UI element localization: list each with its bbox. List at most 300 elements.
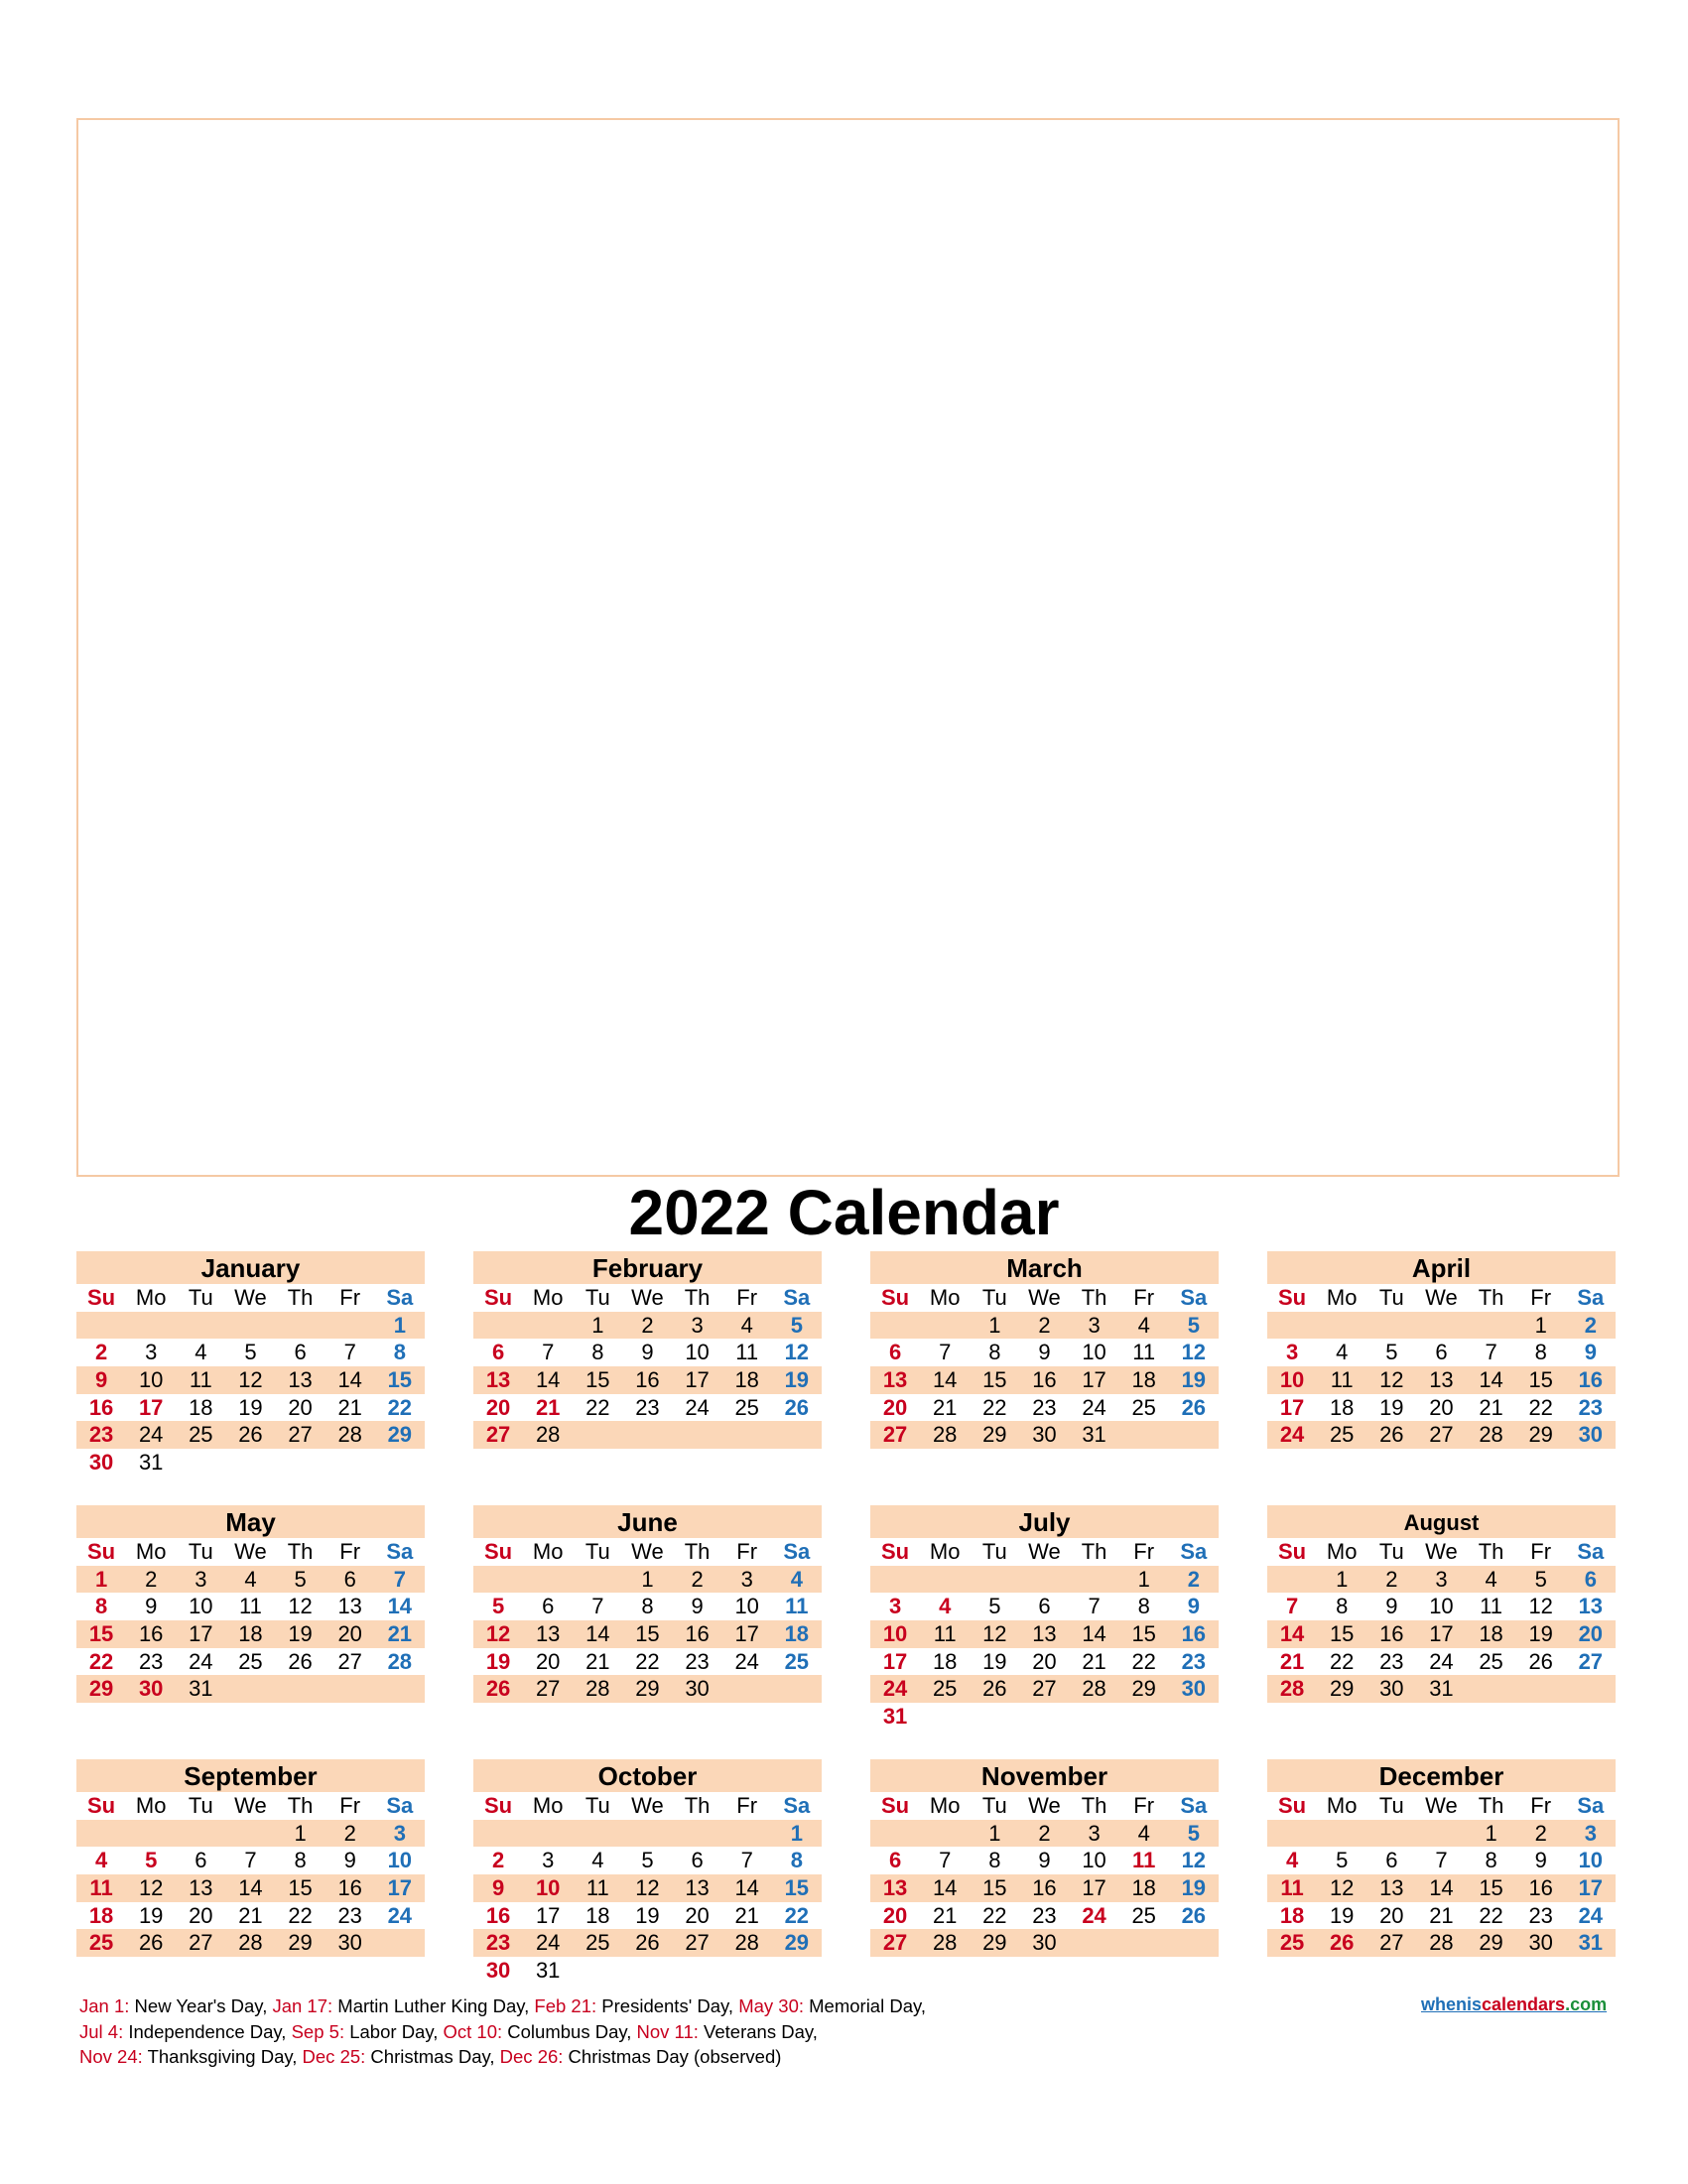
day-cell: 30 xyxy=(138,1676,164,1702)
day-cell xyxy=(1416,1820,1466,1848)
month-name: August xyxy=(1267,1505,1616,1538)
day-cell xyxy=(573,1820,622,1848)
weekday-label: Fr xyxy=(339,1285,361,1310)
weekday-label: Sa xyxy=(783,1793,811,1818)
day-cell: 11 xyxy=(1280,1875,1304,1901)
day-cell: 3 xyxy=(888,1594,902,1619)
day-cell: 4 xyxy=(94,1848,108,1873)
day-cell: 18 xyxy=(1329,1394,1355,1420)
day-cell xyxy=(1416,1312,1466,1340)
day-cell: 4 xyxy=(195,1340,207,1365)
weekday-label: Mo xyxy=(929,1285,961,1310)
day-cell: 21 xyxy=(1429,1902,1454,1928)
day-cell: 11 xyxy=(239,1594,262,1619)
day-cell xyxy=(772,1957,822,1985)
day-cell: 28 xyxy=(1429,1930,1454,1956)
day-cell: 11 xyxy=(1330,1367,1354,1393)
day-cell: 5 xyxy=(145,1848,158,1873)
day-cell xyxy=(870,1820,920,1848)
day-cell: 16 xyxy=(485,1902,511,1928)
day-cell: 24 xyxy=(734,1648,759,1674)
day-cell: 20 xyxy=(535,1648,561,1674)
day-cell: 9 xyxy=(491,1875,505,1901)
week-row xyxy=(76,1421,425,1449)
day-cell: 20 xyxy=(337,1621,362,1647)
day-cell xyxy=(176,1449,225,1477)
day-cell: 20 xyxy=(882,1394,908,1420)
day-cell: 11 xyxy=(1132,1340,1156,1365)
day-cell: 15 xyxy=(387,1367,413,1393)
day-cell: 24 xyxy=(1082,1902,1106,1928)
day-cell xyxy=(1070,1703,1119,1731)
day-cell: 1 xyxy=(1485,1820,1497,1846)
day-cell xyxy=(1267,1820,1317,1848)
week-row xyxy=(870,1847,1219,1874)
holiday-date: Oct 10: xyxy=(443,2020,503,2042)
day-cell: 22 xyxy=(88,1648,114,1674)
day-cell: 16 xyxy=(337,1875,362,1901)
day-cell: 8 xyxy=(988,1340,1001,1365)
holiday-name: Labor Day, xyxy=(344,2020,444,2042)
day-cell: 13 xyxy=(685,1875,710,1901)
week-row xyxy=(473,1566,822,1594)
holiday-line xyxy=(79,2019,1369,2045)
day-cell: 30 xyxy=(485,1958,511,1984)
day-cell xyxy=(1366,1820,1416,1848)
weekday-label: Th xyxy=(1478,1793,1504,1818)
day-cell: 4 xyxy=(591,1848,604,1873)
day-cell: 4 xyxy=(1485,1566,1497,1592)
weekday-label: Fr xyxy=(736,1539,758,1564)
day-cell xyxy=(772,1421,822,1449)
weekday-row xyxy=(473,1284,822,1312)
day-cell: 4 xyxy=(790,1566,803,1592)
holiday-date: Nov 11: xyxy=(636,2020,699,2042)
day-cell: 1 xyxy=(393,1312,406,1338)
week-row xyxy=(1267,1312,1616,1340)
day-cell: 13 xyxy=(535,1621,561,1647)
holiday-name: Columbus Day, xyxy=(502,2020,637,2042)
day-cell: 10 xyxy=(138,1367,164,1393)
day-cell: 12 xyxy=(1379,1367,1404,1393)
weekday-label: We xyxy=(1425,1793,1458,1818)
day-cell: 23 xyxy=(1181,1648,1207,1674)
day-cell: 10 xyxy=(734,1594,759,1619)
day-cell: 17 xyxy=(685,1367,710,1393)
weekday-row xyxy=(870,1538,1219,1566)
month-january xyxy=(76,1251,425,1477)
day-cell: 14 xyxy=(535,1367,561,1393)
day-cell xyxy=(176,1820,225,1848)
day-cell: 2 xyxy=(1584,1312,1597,1338)
page-title: 2022 Calendar xyxy=(628,1177,1060,1248)
week-row xyxy=(870,1874,1219,1902)
day-cell: 20 xyxy=(1379,1902,1404,1928)
weekday-label: Fr xyxy=(1530,1793,1552,1818)
day-cell: 27 xyxy=(485,1422,511,1448)
day-cell: 28 xyxy=(1479,1422,1503,1448)
day-cell xyxy=(225,1312,275,1340)
day-cell: 26 xyxy=(1181,1394,1207,1420)
weekday-label: Mo xyxy=(532,1539,564,1564)
day-cell: 1 xyxy=(641,1566,654,1592)
day-cell: 26 xyxy=(1181,1902,1207,1928)
week-row xyxy=(870,1593,1219,1620)
day-cell: 15 xyxy=(1329,1621,1355,1647)
day-cell xyxy=(126,1312,176,1340)
day-cell: 2 xyxy=(1038,1820,1051,1846)
day-cell: 17 xyxy=(1429,1621,1454,1647)
day-cell: 5 xyxy=(988,1594,1001,1619)
day-cell xyxy=(772,1675,822,1703)
day-cell xyxy=(673,1957,722,1985)
month-name: January xyxy=(76,1251,425,1284)
day-cell: 28 xyxy=(337,1422,362,1448)
day-cell: 7 xyxy=(1485,1340,1497,1365)
weekday-label: Sa xyxy=(1180,1539,1208,1564)
day-cell xyxy=(970,1566,1019,1594)
weekday-label: Th xyxy=(1478,1285,1504,1310)
day-cell: 7 xyxy=(591,1594,604,1619)
day-cell: 22 xyxy=(1528,1394,1553,1420)
day-cell: 19 xyxy=(1181,1875,1207,1901)
weekday-label: Fr xyxy=(1530,1539,1552,1564)
weekday-label: Sa xyxy=(1577,1285,1605,1310)
week-row xyxy=(870,1675,1219,1703)
day-cell: 27 xyxy=(535,1676,561,1702)
day-cell: 18 xyxy=(1131,1367,1156,1393)
holiday-date: Jan 17: xyxy=(272,1995,333,2016)
day-cell: 3 xyxy=(1435,1566,1448,1592)
weekday-label: Th xyxy=(287,1793,314,1818)
weekday-row xyxy=(870,1792,1219,1820)
weekday-label: We xyxy=(631,1793,664,1818)
month-name: July xyxy=(870,1505,1219,1538)
day-cell: 22 xyxy=(635,1648,660,1674)
weekday-row xyxy=(473,1792,822,1820)
weekday-label: We xyxy=(1425,1285,1458,1310)
day-cell: 17 xyxy=(138,1394,164,1420)
week-row xyxy=(76,1929,425,1957)
day-cell: 12 xyxy=(1181,1848,1207,1873)
weekday-label: Su xyxy=(881,1539,910,1564)
weekday-label: Tu xyxy=(1378,1539,1404,1564)
day-cell: 29 xyxy=(784,1930,810,1956)
day-cell: 5 xyxy=(1187,1312,1200,1338)
day-cell xyxy=(1070,1929,1119,1957)
day-cell xyxy=(523,1820,573,1848)
holiday-name: New Year's Day, xyxy=(129,1995,273,2016)
weekday-label: Th xyxy=(1478,1539,1504,1564)
weekday-label: Fr xyxy=(1133,1285,1155,1310)
day-cell: 21 xyxy=(238,1902,263,1928)
weekday-label: Mo xyxy=(929,1793,961,1818)
day-cell: 20 xyxy=(189,1902,213,1928)
day-cell: 10 xyxy=(1429,1594,1454,1619)
day-cell: 23 xyxy=(337,1902,362,1928)
day-cell: 12 xyxy=(1528,1594,1553,1619)
day-cell: 17 xyxy=(535,1902,561,1928)
weekday-label: Mo xyxy=(532,1285,564,1310)
weekday-row xyxy=(76,1792,425,1820)
day-cell xyxy=(276,1312,325,1340)
day-cell: 22 xyxy=(585,1394,610,1420)
week-row xyxy=(76,1394,425,1422)
day-cell: 14 xyxy=(585,1621,610,1647)
day-cell: 25 xyxy=(1279,1930,1305,1956)
month-june xyxy=(473,1505,822,1703)
day-cell: 9 xyxy=(1038,1848,1051,1873)
week-row xyxy=(76,1593,425,1620)
week-row xyxy=(870,1703,1219,1731)
weekday-label: Tu xyxy=(584,1539,610,1564)
day-cell: 22 xyxy=(784,1902,810,1928)
month-may xyxy=(76,1505,425,1703)
day-cell: 26 xyxy=(1329,1930,1355,1956)
weekday-label: Mo xyxy=(929,1539,961,1564)
month-march xyxy=(870,1251,1219,1449)
day-cell: 10 xyxy=(1578,1848,1604,1873)
day-cell: 27 xyxy=(882,1422,908,1448)
day-cell: 3 xyxy=(1285,1340,1299,1365)
day-cell: 24 xyxy=(1279,1422,1305,1448)
weekday-label: Su xyxy=(881,1793,910,1818)
day-cell: 2 xyxy=(94,1340,108,1365)
week-row xyxy=(1267,1566,1616,1594)
week-row xyxy=(473,1312,822,1340)
weekday-label: Tu xyxy=(188,1285,213,1310)
day-cell: 4 xyxy=(1285,1848,1299,1873)
day-cell: 30 xyxy=(1578,1422,1604,1448)
day-cell: 5 xyxy=(491,1594,505,1619)
week-row xyxy=(870,1902,1219,1930)
weekday-label: We xyxy=(631,1285,664,1310)
day-cell: 24 xyxy=(1429,1648,1454,1674)
week-row xyxy=(473,1620,822,1648)
website-link[interactable]: wheniscalendars.com xyxy=(1421,1994,1608,2014)
day-cell: 7 xyxy=(542,1340,555,1365)
day-cell: 13 xyxy=(1578,1594,1604,1619)
day-cell: 2 xyxy=(1534,1820,1547,1846)
day-cell: 30 xyxy=(1032,1930,1057,1956)
week-row xyxy=(870,1394,1219,1422)
day-cell xyxy=(375,1449,425,1477)
day-cell: 7 xyxy=(1435,1848,1448,1873)
day-cell: 25 xyxy=(734,1394,759,1420)
day-cell: 21 xyxy=(932,1902,958,1928)
day-cell xyxy=(573,1421,622,1449)
day-cell xyxy=(1516,1675,1566,1703)
day-cell: 29 xyxy=(635,1676,660,1702)
photo-frame xyxy=(76,118,1620,1177)
day-cell xyxy=(1467,1312,1516,1340)
day-cell: 11 xyxy=(89,1875,113,1901)
day-cell: 19 xyxy=(1528,1621,1553,1647)
weekday-label: Mo xyxy=(135,1793,167,1818)
week-row xyxy=(1267,1847,1616,1874)
day-cell xyxy=(1467,1675,1516,1703)
day-cell: 21 xyxy=(734,1902,759,1928)
day-cell: 31 xyxy=(1082,1422,1106,1448)
week-row xyxy=(1267,1874,1616,1902)
day-cell: 14 xyxy=(238,1875,263,1901)
day-cell: 5 xyxy=(294,1566,307,1592)
day-cell: 20 xyxy=(882,1902,908,1928)
day-cell: 5 xyxy=(1534,1566,1547,1592)
day-cell: 31 xyxy=(535,1958,561,1984)
weekday-label: Tu xyxy=(584,1285,610,1310)
day-cell: 25 xyxy=(932,1676,958,1702)
day-cell: 16 xyxy=(1528,1875,1553,1901)
day-cell: 15 xyxy=(1479,1875,1503,1901)
day-cell: 2 xyxy=(343,1820,356,1846)
day-cell: 10 xyxy=(1082,1340,1106,1365)
month-name: April xyxy=(1267,1251,1616,1284)
day-cell xyxy=(176,1312,225,1340)
day-cell: 23 xyxy=(1032,1902,1057,1928)
day-cell: 10 xyxy=(387,1848,413,1873)
holiday-list xyxy=(79,1993,1369,2070)
holiday-line xyxy=(79,1993,1369,2019)
day-cell: 28 xyxy=(535,1422,561,1448)
day-cell: 28 xyxy=(734,1930,759,1956)
day-cell: 3 xyxy=(1088,1312,1101,1338)
day-cell: 3 xyxy=(740,1566,753,1592)
week-row xyxy=(473,1394,822,1422)
day-cell: 16 xyxy=(88,1394,114,1420)
weekday-row xyxy=(870,1284,1219,1312)
day-cell xyxy=(1169,1703,1219,1731)
weekday-label: Fr xyxy=(736,1285,758,1310)
day-cell: 13 xyxy=(337,1594,362,1619)
week-row xyxy=(473,1421,822,1449)
weekday-label: We xyxy=(1028,1539,1061,1564)
day-cell: 16 xyxy=(1032,1875,1057,1901)
week-row xyxy=(1267,1648,1616,1676)
month-july xyxy=(870,1505,1219,1731)
weekday-label: Fr xyxy=(1133,1793,1155,1818)
day-cell: 29 xyxy=(982,1930,1007,1956)
day-cell: 14 xyxy=(1279,1621,1305,1647)
day-cell xyxy=(920,1703,970,1731)
day-cell: 20 xyxy=(288,1394,313,1420)
day-cell: 14 xyxy=(387,1594,413,1619)
weekday-label: Mo xyxy=(1326,1285,1358,1310)
day-cell xyxy=(722,1421,772,1449)
holiday-date: Dec 25: xyxy=(302,2046,366,2067)
day-cell: 6 xyxy=(491,1340,505,1365)
week-row xyxy=(473,1957,822,1985)
day-cell: 17 xyxy=(387,1875,413,1901)
week-row xyxy=(870,1566,1219,1594)
day-cell xyxy=(473,1566,523,1594)
day-cell: 15 xyxy=(982,1875,1007,1901)
day-cell: 7 xyxy=(343,1340,356,1365)
holiday-date: Feb 21: xyxy=(534,1995,597,2016)
day-cell: 1 xyxy=(1336,1566,1349,1592)
day-cell: 5 xyxy=(1336,1848,1349,1873)
day-cell: 8 xyxy=(294,1848,307,1873)
day-cell xyxy=(1019,1703,1069,1731)
day-cell xyxy=(225,1820,275,1848)
weekday-label: Su xyxy=(87,1793,116,1818)
day-cell: 10 xyxy=(1279,1367,1305,1393)
day-cell: 26 xyxy=(635,1930,660,1956)
day-cell xyxy=(1317,1820,1366,1848)
holiday-name: Christmas Day (observed) xyxy=(563,2046,782,2067)
day-cell: 2 xyxy=(145,1566,158,1592)
holiday-name: Martin Luther King Day, xyxy=(332,1995,535,2016)
day-cell: 1 xyxy=(988,1820,1001,1846)
weekday-label: Tu xyxy=(1378,1793,1404,1818)
day-cell: 15 xyxy=(784,1875,810,1901)
day-cell: 24 xyxy=(1082,1394,1106,1420)
day-cell: 27 xyxy=(1379,1930,1404,1956)
weekday-label: Sa xyxy=(1180,1793,1208,1818)
day-cell: 12 xyxy=(1329,1875,1355,1901)
day-cell: 6 xyxy=(195,1848,207,1873)
day-cell: 18 xyxy=(88,1902,114,1928)
holiday-line xyxy=(79,2044,1369,2070)
week-row xyxy=(870,1421,1219,1449)
day-cell: 12 xyxy=(784,1340,810,1365)
day-cell: 5 xyxy=(790,1312,803,1338)
week-row xyxy=(870,1648,1219,1676)
holiday-date: Sep 5: xyxy=(291,2020,345,2042)
day-cell: 17 xyxy=(734,1621,759,1647)
day-cell xyxy=(1366,1312,1416,1340)
day-cell: 19 xyxy=(138,1902,164,1928)
day-cell: 30 xyxy=(1528,1930,1553,1956)
day-cell: 4 xyxy=(1336,1340,1349,1365)
week-row xyxy=(76,1648,425,1676)
day-cell xyxy=(375,1929,425,1957)
holiday-date: Jul 4: xyxy=(79,2020,124,2042)
day-cell xyxy=(673,1820,722,1848)
day-cell: 29 xyxy=(1528,1422,1553,1448)
week-row xyxy=(76,1366,425,1394)
day-cell: 5 xyxy=(1187,1820,1200,1846)
day-cell: 4 xyxy=(1137,1312,1150,1338)
day-cell: 12 xyxy=(288,1594,313,1619)
weekday-label: We xyxy=(1028,1793,1061,1818)
week-row xyxy=(76,1902,425,1930)
day-cell: 26 xyxy=(138,1930,164,1956)
weekday-label: Tu xyxy=(981,1285,1007,1310)
day-cell: 3 xyxy=(1584,1820,1597,1846)
day-cell xyxy=(523,1566,573,1594)
day-cell: 15 xyxy=(88,1621,114,1647)
weekday-label: Su xyxy=(881,1285,910,1310)
month-name: May xyxy=(76,1505,425,1538)
day-cell xyxy=(325,1312,375,1340)
day-cell: 20 xyxy=(1578,1621,1604,1647)
day-cell xyxy=(1267,1566,1317,1594)
day-cell: 9 xyxy=(1187,1594,1200,1619)
day-cell: 14 xyxy=(932,1367,958,1393)
day-cell: 6 xyxy=(542,1594,555,1619)
weekday-label: Fr xyxy=(339,1793,361,1818)
day-cell: 17 xyxy=(1082,1367,1106,1393)
holiday-date: Jan 1: xyxy=(79,1995,130,2016)
weekday-label: Tu xyxy=(981,1539,1007,1564)
week-row xyxy=(870,1339,1219,1366)
day-cell xyxy=(1119,1703,1169,1731)
month-name: November xyxy=(870,1759,1219,1792)
day-cell: 28 xyxy=(238,1930,263,1956)
day-cell: 22 xyxy=(288,1902,313,1928)
day-cell: 30 xyxy=(685,1676,710,1702)
